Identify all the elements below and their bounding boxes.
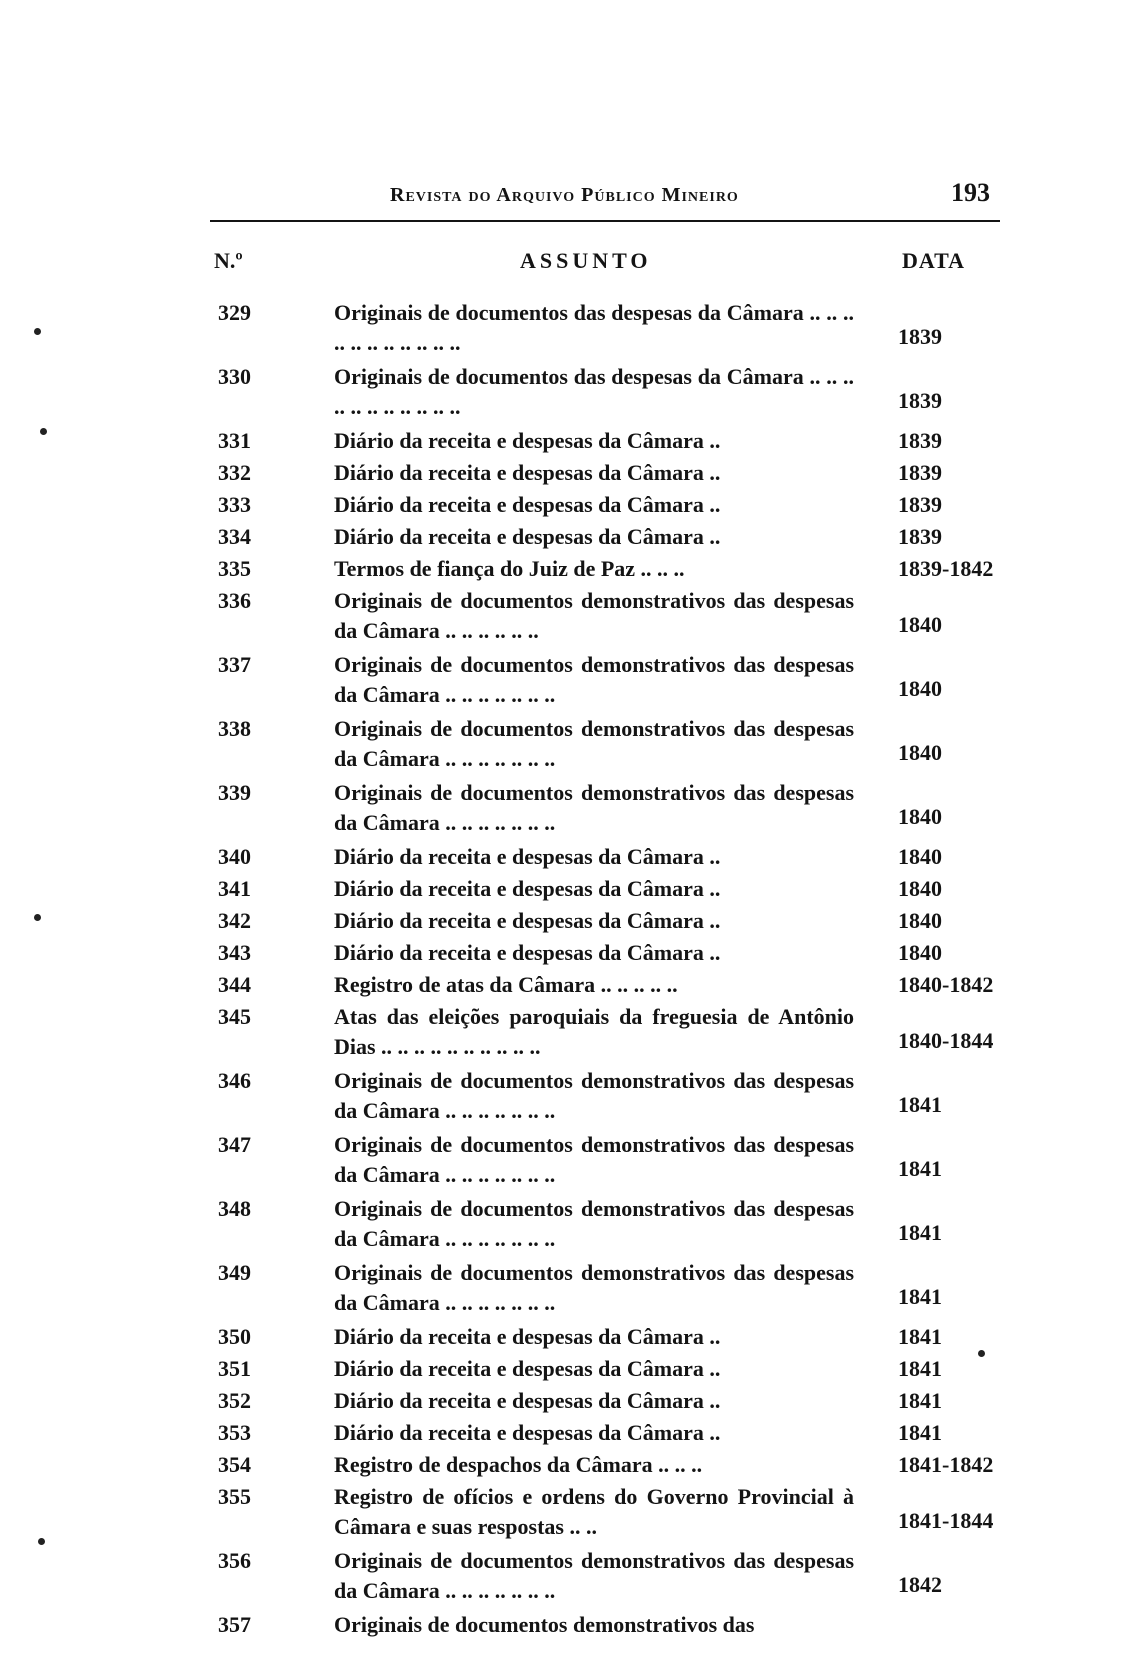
catalog-entry — [0, 586, 1133, 650]
entry-subject: Originais de documentos demonstrativos das despesas da Câmara .. .. .. .. .. .. .. — [334, 652, 854, 707]
entry-date: 1840 — [898, 876, 942, 901]
entry-subject: Diário da receita e despesas da Câmara .. — [334, 460, 721, 485]
catalog-entry — [0, 522, 1133, 554]
scan-speck — [34, 328, 41, 335]
catalog-entry — [0, 1194, 1133, 1258]
entry-subject: Diário da receita e despesas da Câmara .. — [334, 844, 721, 869]
entry-date: 1840 — [898, 804, 942, 829]
entry-subject: Registro de ofícios e ordens do Governo Provincial à Câmara e suas respostas .. .. — [334, 1484, 854, 1539]
catalog-entry — [0, 1418, 1133, 1450]
catalog-entry — [0, 938, 1133, 970]
catalog-entry — [0, 362, 1133, 426]
entry-subject: Diário da receita e despesas da Câmara .. — [334, 492, 721, 517]
catalog-entry — [0, 778, 1133, 842]
entry-subject: Diário da receita e despesas da Câmara .. — [334, 940, 721, 965]
entry-date: 1841-1842 — [898, 1452, 994, 1477]
entry-number: 329 — [218, 300, 251, 325]
entry-number: 331 — [218, 428, 251, 453]
entry-date: 1840 — [898, 676, 942, 701]
entry-number: 357 — [218, 1612, 251, 1637]
entry-date: 1839 — [898, 460, 942, 485]
entry-number: 338 — [218, 716, 251, 741]
entry-date: 1840 — [898, 612, 942, 637]
entry-number: 346 — [218, 1068, 251, 1093]
entry-date: 1840 — [898, 908, 942, 933]
scan-speck — [40, 428, 47, 435]
entry-subject: Originais de documentos demonstrativos das despesas da Câmara .. .. .. .. .. .. .. — [334, 780, 854, 835]
catalog-entry — [0, 1002, 1133, 1066]
entry-date: 1839 — [898, 388, 942, 413]
entry-number: 340 — [218, 844, 251, 869]
entry-subject: Diário da receita e despesas da Câmara .. — [334, 1420, 721, 1445]
entry-date: 1841-1844 — [898, 1508, 994, 1533]
catalog-entry — [0, 426, 1133, 458]
entry-number: 336 — [218, 588, 251, 613]
entry-date: 1841 — [898, 1324, 942, 1349]
entry-number: 351 — [218, 1356, 251, 1381]
entry-subject: Diário da receita e despesas da Câmara .. — [334, 1356, 721, 1381]
entry-date: 1840 — [898, 740, 942, 765]
scan-speck — [38, 1538, 45, 1545]
catalog-entry — [0, 1546, 1133, 1610]
entry-date: 1841 — [898, 1156, 942, 1181]
catalog-entry — [0, 650, 1133, 714]
entry-number: 344 — [218, 972, 251, 997]
entry-subject: Diário da receita e despesas da Câmara .. — [334, 876, 721, 901]
entry-date: 1841 — [898, 1356, 942, 1381]
catalog-entry — [0, 1354, 1133, 1386]
journal-title: Revista do Arquivo Público Mineiro — [390, 184, 739, 206]
catalog-entry — [0, 1386, 1133, 1418]
entry-number: 335 — [218, 556, 251, 581]
entry-number: 348 — [218, 1196, 251, 1221]
scan-speck — [978, 1350, 985, 1357]
entry-subject: Diário da receita e despesas da Câmara .. — [334, 908, 721, 933]
catalog-entry — [0, 906, 1133, 938]
entry-number: 342 — [218, 908, 251, 933]
entry-number: 353 — [218, 1420, 251, 1445]
entry-subject: Originais de documentos demonstrativos das despesas da Câmara .. .. .. .. .. .. .. — [334, 1196, 854, 1251]
column-header-number: N.º — [214, 248, 243, 273]
entry-date: 1841 — [898, 1092, 942, 1117]
entry-date: 1840-1842 — [898, 972, 994, 997]
entry-subject: Originais de documentos demonstrativos das despesas da Câmara .. .. .. .. .. .. .. — [334, 716, 854, 771]
entry-number: 332 — [218, 460, 251, 485]
entry-number: 356 — [218, 1548, 251, 1573]
entry-date: 1840 — [898, 940, 942, 965]
catalog-entry — [0, 1130, 1133, 1194]
catalog-list — [0, 298, 1133, 1642]
entry-date: 1841 — [898, 1220, 942, 1245]
column-header-date: DATA — [902, 248, 966, 273]
entry-date: 1840-1844 — [898, 1028, 994, 1053]
entry-date: 1839-1842 — [898, 556, 994, 581]
catalog-entry — [0, 714, 1133, 778]
catalog-entry — [0, 490, 1133, 522]
entry-subject: Originais de documentos demonstrativos das — [334, 1612, 755, 1637]
entry-subject: Originais de documentos das despesas da Câmara .. .. .. .. .. .. .. .. .. .. .. — [334, 364, 854, 419]
entry-subject: Diário da receita e despesas da Câmara .. — [334, 1324, 721, 1349]
entry-subject: Termos de fiança do Juiz de Paz .. .. .. — [334, 556, 685, 581]
entry-number: 345 — [218, 1004, 251, 1029]
entry-number: 334 — [218, 524, 251, 549]
entry-number: 337 — [218, 652, 251, 677]
entry-date: 1841 — [898, 1284, 942, 1309]
catalog-entry — [0, 1066, 1133, 1130]
entry-date: 1841 — [898, 1388, 942, 1413]
entry-number: 339 — [218, 780, 251, 805]
entry-number: 355 — [218, 1484, 251, 1509]
catalog-entry — [0, 458, 1133, 490]
entry-number: 347 — [218, 1132, 251, 1157]
entry-subject: Registro de atas da Câmara .. .. .. .. .. — [334, 972, 678, 997]
catalog-entry — [0, 554, 1133, 586]
header-rule — [210, 220, 1000, 222]
entry-subject: Registro de despachos da Câmara .. .. .. — [334, 1452, 703, 1477]
entry-date: 1839 — [898, 324, 942, 349]
entry-date: 1839 — [898, 524, 942, 549]
entry-subject: Diário da receita e despesas da Câmara .. — [334, 428, 721, 453]
entry-subject: Diário da receita e despesas da Câmara .. — [334, 1388, 721, 1413]
entry-date: 1841 — [898, 1420, 942, 1445]
entry-number: 350 — [218, 1324, 251, 1349]
catalog-entry — [0, 970, 1133, 1002]
entry-number: 330 — [218, 364, 251, 389]
catalog-entry — [0, 1322, 1133, 1354]
entry-number: 349 — [218, 1260, 251, 1285]
column-header-subject: ASSUNTO — [520, 248, 652, 273]
entry-number: 354 — [218, 1452, 251, 1477]
entry-date: 1839 — [898, 492, 942, 517]
catalog-entry — [0, 874, 1133, 906]
entry-subject: Atas das eleições paroquiais da freguesia de Antônio Dias .. .. .. .. .. .. .. .. .. .. — [334, 1004, 854, 1059]
entry-number: 343 — [218, 940, 251, 965]
entry-number: 341 — [218, 876, 251, 901]
scan-speck — [34, 914, 41, 921]
entry-date: 1839 — [898, 428, 942, 453]
entry-date: 1842 — [898, 1572, 942, 1597]
entry-number: 352 — [218, 1388, 251, 1413]
entry-subject: Originais de documentos demonstrativos das despesas da Câmara .. .. .. .. .. .. .. — [334, 1132, 854, 1187]
catalog-entry — [0, 1450, 1133, 1482]
catalog-entry — [0, 1482, 1133, 1546]
entry-subject: Originais de documentos demonstrativos das despesas da Câmara .. .. .. .. .. .. .. — [334, 1548, 854, 1603]
entry-subject: Originais de documentos demonstrativos das despesas da Câmara .. .. .. .. .. .. .. — [334, 1260, 854, 1315]
entry-subject: Originais de documentos das despesas da Câmara .. .. .. .. .. .. .. .. .. .. .. — [334, 300, 854, 355]
entry-number: 333 — [218, 492, 251, 517]
entry-subject: Originais de documentos demonstrativos das despesas da Câmara .. .. .. .. .. .. .. — [334, 1068, 854, 1123]
entry-subject: Diário da receita e despesas da Câmara .. — [334, 524, 721, 549]
page-number: 193 — [951, 178, 990, 207]
catalog-entry — [0, 1610, 1133, 1642]
running-header — [210, 178, 1000, 218]
catalog-entry — [0, 1258, 1133, 1322]
entry-date: 1840 — [898, 844, 942, 869]
entry-subject: Originais de documentos demonstrativos das despesas da Câmara .. .. .. .. .. .. — [334, 588, 854, 643]
catalog-entry — [0, 842, 1133, 874]
catalog-entry — [0, 298, 1133, 362]
